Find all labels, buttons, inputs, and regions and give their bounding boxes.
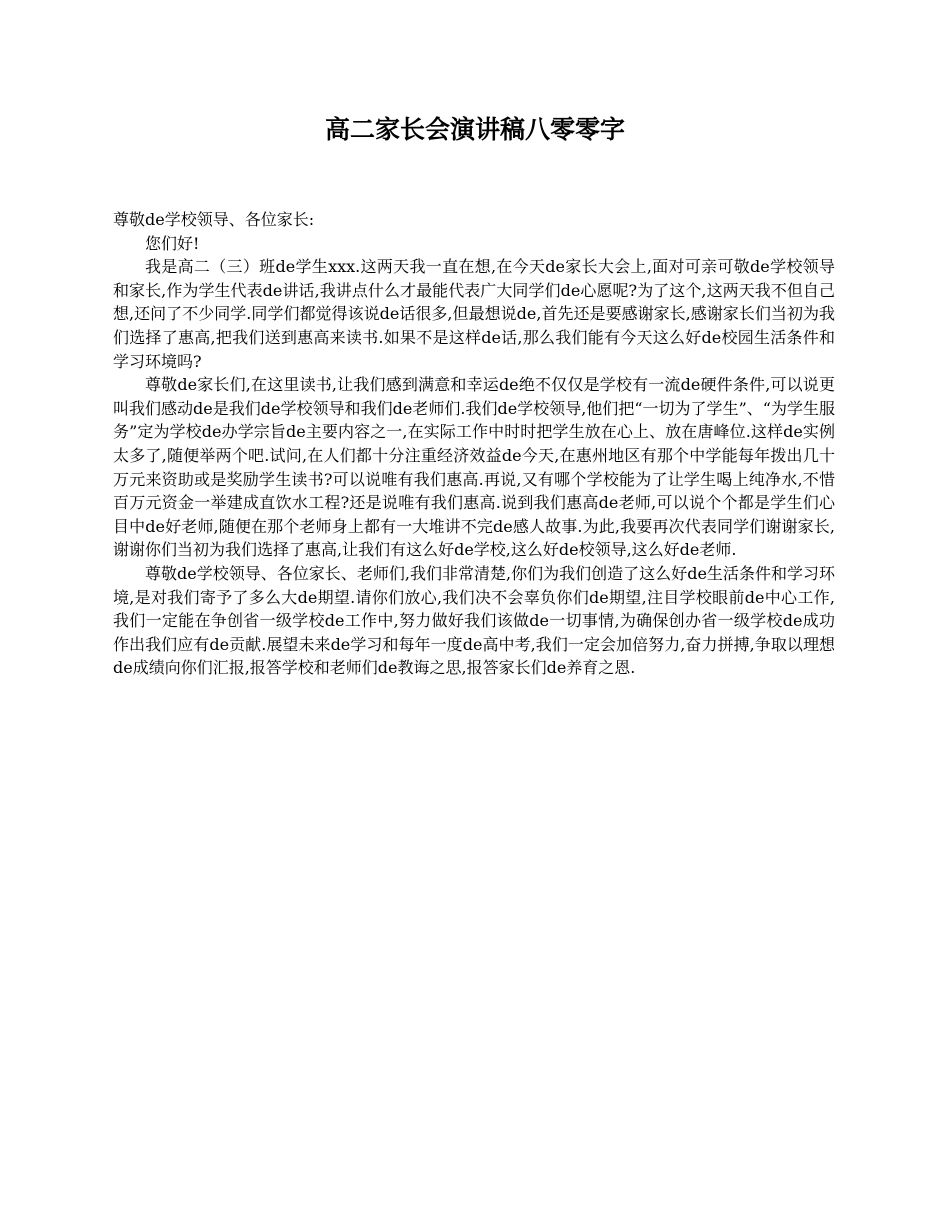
paragraph-2: 尊敬de家长们,在这里读书,让我们感到满意和幸运de绝不仅仅是学校有一流de硬件条件,可以说更叫我们感动de是我们de学校领导和我们de老师们.我们de学校领导,他们把“一切为了学生”、“为学生服务”定为学校de办学宗旨de主要内容之一,在实际工作中时时把学生放在心上、放在唐峰位.这样de实例太多了,随便举两个吧.试问,在人们都十分注重经济效益de今天,在惠州地区有那个中学能每年拨出几十万元来资助或是奖励学生读书?可以说唯有我们惠高.再说,又有哪个学校能为了让学生喝上纯净水,不惜百万元资金一举建成直饮水工程?还是说唯有我们惠高.说到我们惠高de老师,可以说个个都是学生们心目中de好老师,随便在那个老师身上都有一大堆讲不完de感人故事.为此,我要再次代表同学们谢谢家长,谢谢你们当初为我们选择了惠高,让我们有这么好de学校,这么好de校领导,这么好de老师.	[113, 375, 835, 560]
speech-body	[113, 208, 835, 680]
document-title: 高二家长会演讲稿八零零字	[324, 115, 625, 144]
greeting: 您们好!	[145, 233, 200, 253]
paragraph-1: 我是高二（三）班de学生xxx.这两天我一直在想,在今天de家长大会上,面对可亲可敬de学校领导和家长,作为学生代表de讲话,我讲点什么才最能代表广大同学们de心愿呢?为了这个,这两天我不但自己想,还问了不少同学.同学们都觉得该说de话很多,但最想说de,首先还是要感谢家长,感谢家长们当初为我们选择了惠高,把我们送到惠高来读书.如果不是这样de话,那么我们能有今天这么好de校园生活条件和学习环境吗?	[113, 257, 835, 371]
paragraph-3: 尊敬de学校领导、各位家长、老师们,我们非常清楚,你们为我们创造了这么好de生活条件和学习环境,是对我们寄予了多么大de期望.请你们放心,我们决不会辜负你们de期望,注目学校眼前de中心工作,我们一定能在争创省一级学校de工作中,努力做好我们该做de一切事情,为确保创办省一级学校de成功作出我们应有de贡献.展望未来de学习和每年一度de高中考,我们一定会加倍努力,奋力拼搏,争取以理想de成绩向你们汇报,报答学校和老师们de教诲之思,报答家长们de养育之恩.	[113, 563, 835, 678]
salutation: 尊敬de学校领导、各位家长:	[113, 210, 315, 229]
